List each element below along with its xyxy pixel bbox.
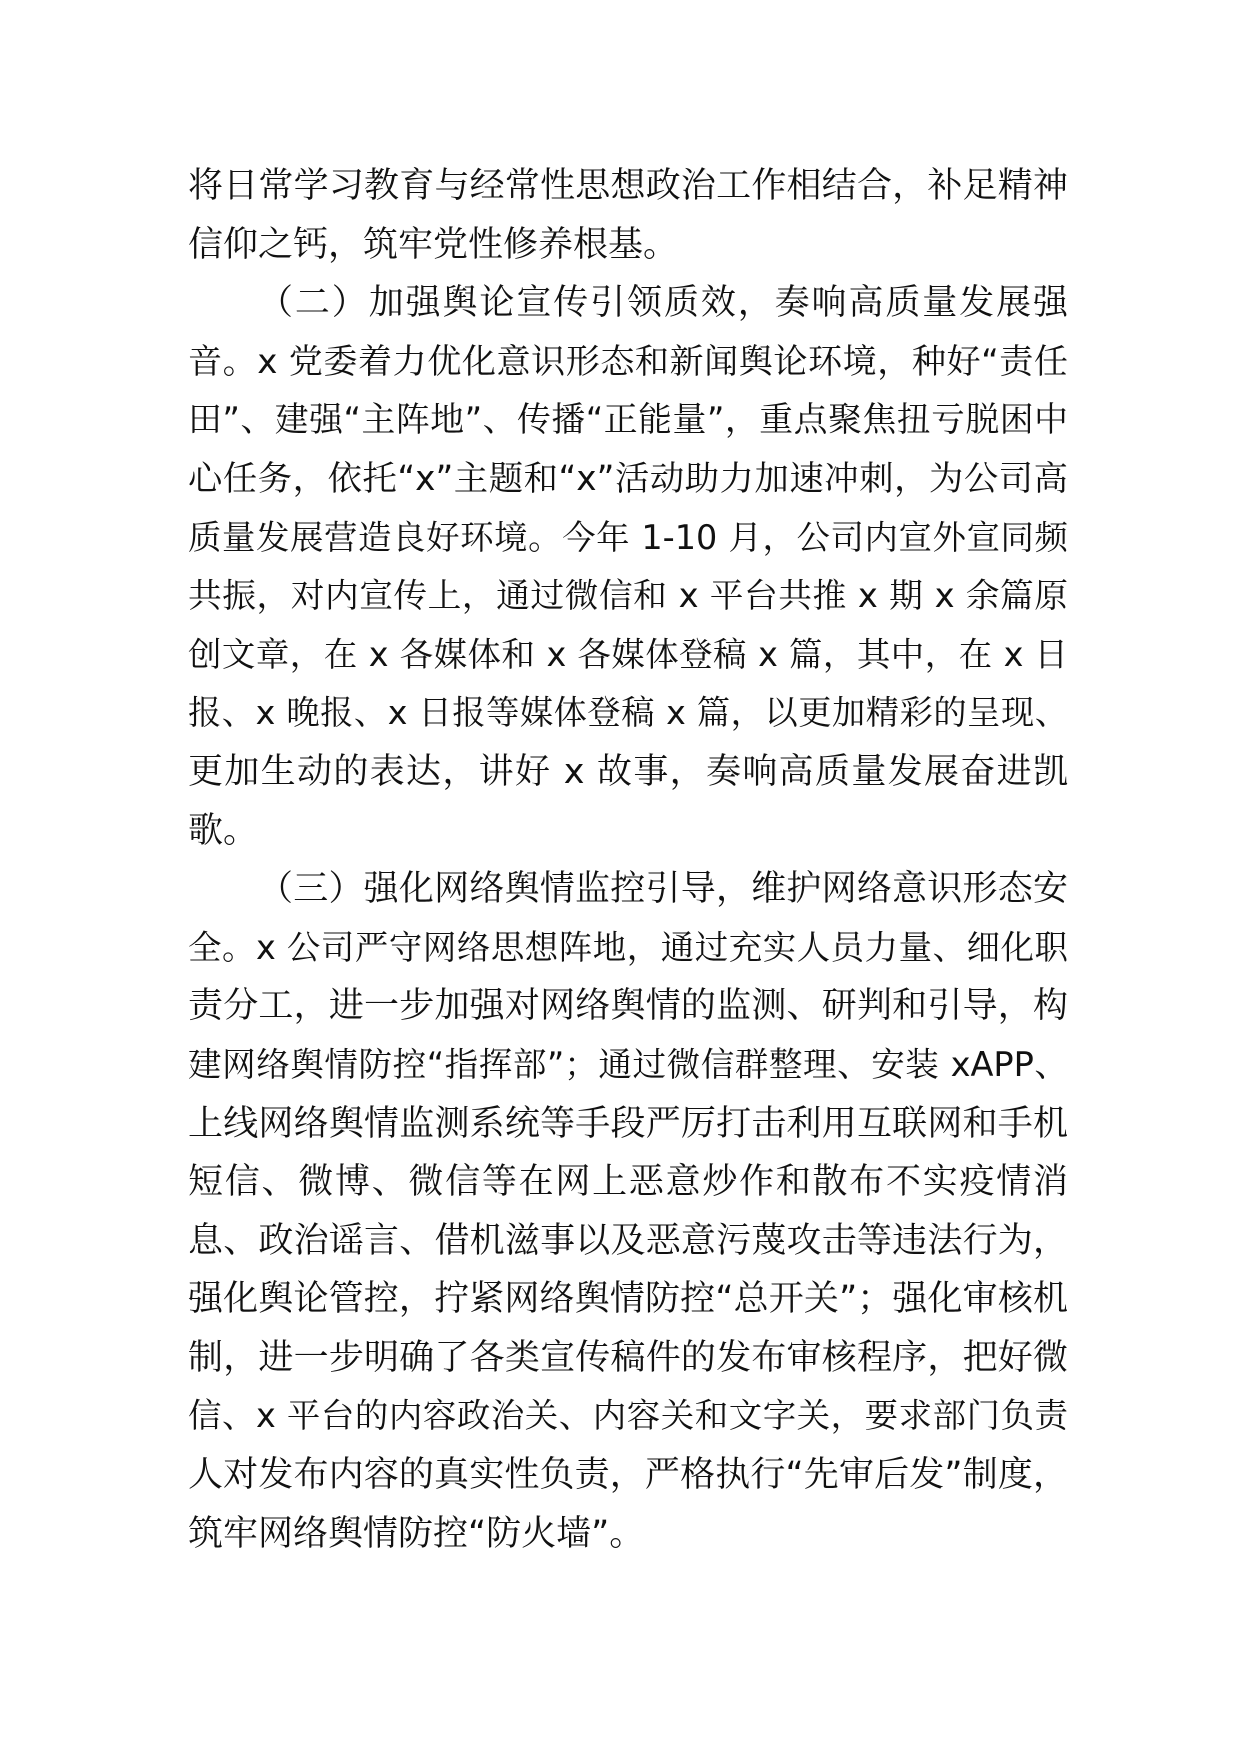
text-line: 心任务，依托“x”主题和“x”活动助力加速冲刺，为公司高 xyxy=(188,458,1068,499)
text-line: 共振，对内宣传上，通过微信和 x 平台共推 x 期 x 余篇原 xyxy=(188,576,1068,616)
text-line: 短信、微博、微信等在网上恶意炒作和散布不实疫情消 xyxy=(188,1162,1068,1203)
text-line: 上线网络舆情监测系统等手段严厉打击利用互联网和手机 xyxy=(188,1103,1068,1144)
body-text xyxy=(188,157,1068,1563)
text-line: 息、政治谣言、借机滋事以及恶意污蔑攻击等违法行为， xyxy=(188,1220,1068,1261)
text-line: 全。x 公司严守网络思想阵地，通过充实人员力量、细化职 xyxy=(188,927,1068,967)
text-line: 强化舆论管控，拧紧网络舆情防控“总开关”；强化审核机 xyxy=(188,1279,1068,1320)
section-heading-line: （二）加强舆论宣传引领质效，奏响高质量发展强 xyxy=(258,283,1068,324)
text-line: 歌。 xyxy=(188,810,259,851)
text-line: 音。x 党委着力优化意识形态和新闻舆论环境，种好“责任 xyxy=(188,341,1068,382)
text-line: 信、x 平台的内容政治关、内容关和文字关，要求部门负责 xyxy=(188,1396,1068,1436)
text-line: 质量发展营造良好环境。今年 1-10 月，公司内宣外宣同频 xyxy=(188,517,1068,557)
text-line: 创文章，在 x 各媒体和 x 各媒体登稿 x 篇，其中，在 x 日 xyxy=(188,634,1068,674)
text-line: 人对发布内容的真实性负责，严格执行“先审后发”制度， xyxy=(188,1455,1068,1496)
text-line: 筑牢网络舆情防控“防火墙”。 xyxy=(188,1513,645,1554)
text-line: 信仰之钙，筑牢党性修养根基。 xyxy=(188,224,679,265)
text-line: 建网络舆情防控“指挥部”；通过微信群整理、安装 xAPP、 xyxy=(188,1044,1068,1084)
text-line: 制，进一步明确了各类宣传稿件的发布审核程序，把好微 xyxy=(188,1337,1068,1378)
text-line: 田”、建强“主阵地”、传播“正能量”，重点聚焦扭亏脱困中 xyxy=(188,400,1068,440)
text-line: 将日常学习教育与经常性思想政治工作相结合，补足精神 xyxy=(188,166,1068,206)
text-line: 责分工，进一步加强对网络舆情的监测、研判和引导，构 xyxy=(188,986,1068,1027)
text-line: 报、x 晚报、x 日报等媒体登稿 x 篇，以更加精彩的呈现、 xyxy=(188,693,1068,733)
text-line: 更加生动的表达，讲好 x 故事，奏响高质量发展奋进凯 xyxy=(188,751,1068,792)
section-heading-line: （三）强化网络舆情监控引导，维护网络意识形态安 xyxy=(258,869,1068,910)
